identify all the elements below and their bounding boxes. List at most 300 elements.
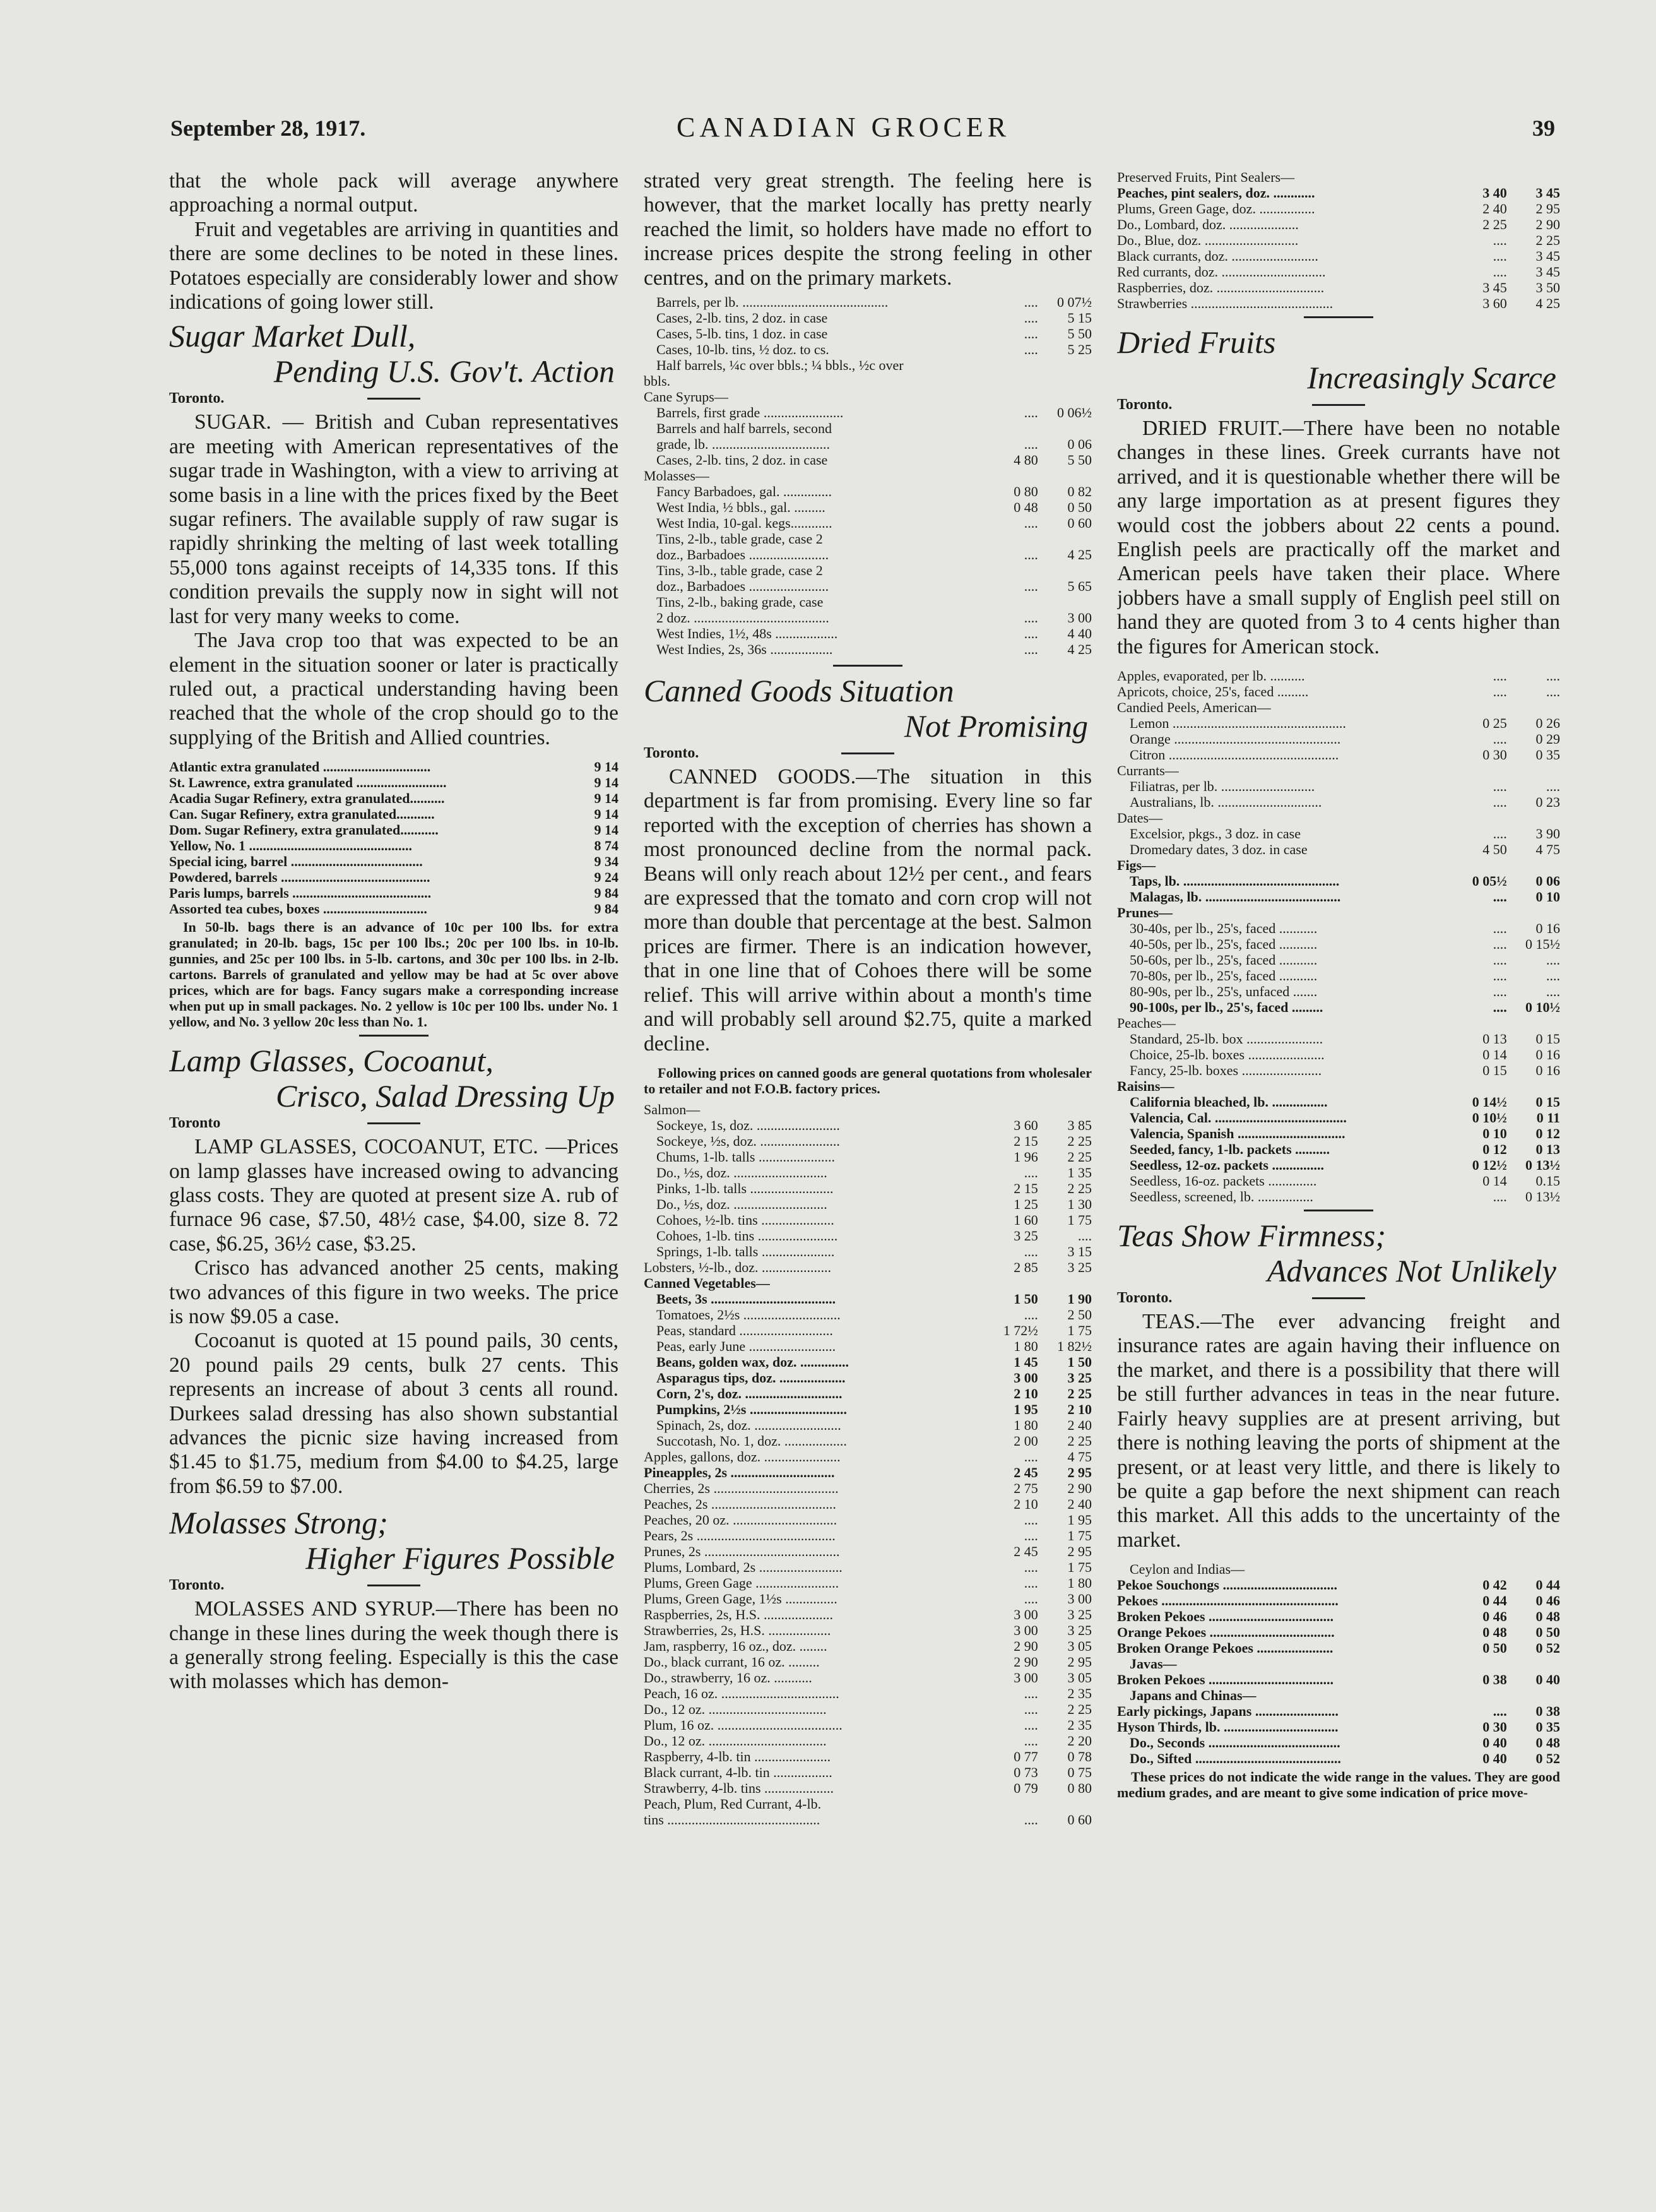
price-row bbox=[1117, 999, 1560, 1015]
price-low bbox=[1454, 1687, 1507, 1703]
price-row bbox=[1117, 826, 1560, 841]
price-row bbox=[1117, 295, 1560, 311]
price-item: Cherries, 2s .................................... bbox=[644, 1480, 839, 1496]
price-high: 0 12 bbox=[1535, 1126, 1560, 1142]
price-row bbox=[644, 326, 1092, 342]
headline-line: Dried Fruits bbox=[1117, 324, 1276, 360]
price-low: 0 14 bbox=[1482, 1047, 1507, 1063]
price-high: .... bbox=[1078, 1227, 1092, 1244]
price-item: Plums, Green Gage, doz. ................ bbox=[1117, 201, 1315, 217]
price-high: 3 85 bbox=[1067, 1117, 1092, 1133]
price-high: 5 25 bbox=[1067, 342, 1092, 358]
price-item: Apples, evaporated, per lb. .......... bbox=[1117, 668, 1305, 684]
price-item: Strawberries, 2s, H.S. .................. bbox=[644, 1622, 831, 1638]
price-low bbox=[1454, 1561, 1507, 1577]
price-high: 0 44 bbox=[1535, 1577, 1560, 1593]
price-high: 4 75 bbox=[1067, 1448, 1092, 1465]
article-paragraph: Cocoanut is quoted at 15 pound pails, 30 cents, 20 pound pails 29 cents, bulk 27 cents. This represents an increase of about 3 cents all round. Durkees salad dressing has also shown substantial advances the picnic size having increased from $1.45 to $1.75, medium from $4.00 to $4.25, large from $6.59 to $7.00. bbox=[169, 1329, 618, 1498]
price-low: 0 10½ bbox=[1472, 1110, 1507, 1126]
price-high: 0 38 bbox=[1535, 1703, 1560, 1720]
price-high bbox=[1038, 594, 1092, 610]
price-low: 0 79 bbox=[1014, 1780, 1038, 1796]
price-item: Jam, raspberry, 16 oz., doz. ........ bbox=[644, 1638, 827, 1654]
headline-line: Crisco, Salad Dressing Up bbox=[275, 1078, 615, 1114]
price-row bbox=[644, 310, 1092, 326]
price-low: .... bbox=[1024, 1811, 1038, 1828]
dateline-text: Toronto. bbox=[1117, 396, 1173, 413]
price-low bbox=[985, 594, 1038, 610]
price-row bbox=[1117, 1593, 1560, 1608]
price-row bbox=[644, 1259, 1092, 1275]
price-row bbox=[1117, 1735, 1560, 1751]
price-low: 3 45 bbox=[1482, 280, 1507, 295]
price-item: Lobsters, ½-lb., doz. .................... bbox=[644, 1259, 831, 1275]
price-row bbox=[644, 1165, 1092, 1180]
page-number: 39 bbox=[1532, 116, 1555, 141]
price-item: Australians, lb. .............................. bbox=[1130, 794, 1322, 811]
price-high: 5 50 bbox=[1067, 326, 1092, 342]
price-high: 1 75 bbox=[1067, 1322, 1092, 1338]
price-low: 0 14 bbox=[1482, 1173, 1507, 1189]
price-item: Do., 12 oz. .................................. bbox=[644, 1701, 827, 1717]
price-high: 1 82½ bbox=[1057, 1338, 1092, 1354]
price-high: 1 90 bbox=[1067, 1290, 1092, 1307]
price-row bbox=[1117, 1141, 1560, 1157]
price-high: 0 60 bbox=[1067, 1811, 1092, 1828]
price-high: 9 14 bbox=[594, 790, 618, 807]
divider bbox=[1312, 404, 1365, 406]
price-item: Do., Seconds ...................................... bbox=[1130, 1735, 1340, 1751]
price-low: 2 75 bbox=[1014, 1480, 1038, 1496]
price-item: Choice, 25-lb. boxes ...................... bbox=[1130, 1047, 1325, 1063]
price-item: tins ............................................ bbox=[644, 1811, 820, 1828]
price-item: Standard, 25-lb. box ...................... bbox=[1130, 1031, 1323, 1047]
price-high: 1 50 bbox=[1067, 1353, 1092, 1370]
price-low: 2 40 bbox=[1482, 201, 1507, 217]
price-item: Cohoes, ½-lb. tins ..................... bbox=[656, 1211, 834, 1228]
price-high: 9 84 bbox=[594, 885, 618, 901]
price-row bbox=[644, 1180, 1092, 1196]
price-low bbox=[1454, 1015, 1507, 1031]
price-high bbox=[1038, 531, 1092, 547]
price-high: 0 48 bbox=[1535, 1735, 1560, 1751]
price-item: Raspberry, 4-lb. tin ...................... bbox=[644, 1748, 831, 1764]
price-row bbox=[1117, 1561, 1560, 1577]
price-row bbox=[1117, 1719, 1560, 1735]
price-row bbox=[1117, 778, 1560, 794]
price-row bbox=[1117, 1094, 1560, 1110]
price-item: Corn, 2's, doz. ............................ bbox=[656, 1385, 843, 1401]
price-high bbox=[1507, 763, 1560, 778]
article-paragraph: The Java crop too that was expected to be an element in the situation sooner or later is practically ruled out, a practical understanding having been reached that the whole of the crop should go to the supplying of the British and Allied countries. bbox=[169, 629, 618, 749]
price-item: Do., Blue, doz. ........................... bbox=[1117, 232, 1299, 248]
price-row bbox=[644, 1686, 1092, 1701]
article-paragraph: strated very great strength. The feeling here is however, that the market locally has pretty nearly reached the limit, so holders have made no effort to increase prices despite the strong feeling in other centres, and on the primary markets. bbox=[644, 169, 1092, 290]
price-low: .... bbox=[1493, 794, 1507, 811]
divider bbox=[833, 665, 902, 667]
price-item: Fancy Barbadoes, gal. .............. bbox=[656, 484, 832, 500]
price-high: 0 29 bbox=[1535, 731, 1560, 747]
price-item: Cane Syrups— bbox=[644, 389, 728, 405]
price-high bbox=[1507, 169, 1560, 185]
price-row bbox=[1117, 169, 1560, 185]
price-high: 2 25 bbox=[1067, 1133, 1092, 1149]
price-item: Can. Sugar Refinery, extra granulated........... bbox=[169, 806, 435, 823]
price-row bbox=[1117, 810, 1560, 826]
price-high: 2 35 bbox=[1067, 1685, 1092, 1701]
price-item: Early pickings, Japans ........................ bbox=[1117, 1703, 1339, 1720]
price-item: Spinach, 2s, doz. ......................... bbox=[656, 1417, 841, 1433]
price-low bbox=[1454, 1078, 1507, 1094]
price-list bbox=[1117, 1561, 1560, 1766]
price-item: Peach, 16 oz. .................................. bbox=[644, 1685, 839, 1701]
price-high bbox=[1038, 562, 1092, 578]
price-item: Broken Pekoes .................................... bbox=[1117, 1672, 1334, 1688]
price-item: Lemon .................................................. bbox=[1130, 715, 1346, 732]
price-row bbox=[644, 1717, 1092, 1733]
price-row bbox=[1117, 1062, 1560, 1078]
price-row bbox=[644, 1212, 1092, 1228]
price-low: .... bbox=[1493, 952, 1507, 968]
price-item: Plums, Green Gage, 1½s ............... bbox=[644, 1590, 837, 1607]
price-low bbox=[511, 822, 564, 838]
divider bbox=[1304, 316, 1373, 318]
price-low: .... bbox=[1493, 668, 1507, 684]
price-high bbox=[1038, 1796, 1092, 1812]
price-item: 40-50s, per lb., 25's, faced ........... bbox=[1130, 936, 1318, 953]
price-low: .... bbox=[1493, 731, 1507, 747]
price-low bbox=[985, 1102, 1038, 1117]
price-row bbox=[169, 853, 618, 869]
price-row bbox=[644, 1780, 1092, 1796]
price-high: 0 50 bbox=[1535, 1624, 1560, 1641]
price-high: 4 40 bbox=[1067, 626, 1092, 642]
headline-line: Molasses Strong; bbox=[169, 1505, 388, 1541]
price-low: 0 15 bbox=[1482, 1062, 1507, 1079]
price-high: 0 26 bbox=[1535, 715, 1560, 732]
price-low: .... bbox=[1024, 1732, 1038, 1749]
price-high bbox=[1038, 357, 1092, 373]
price-row bbox=[644, 1764, 1092, 1780]
price-high bbox=[1038, 420, 1092, 436]
publication-title: CANADIAN GROCER bbox=[677, 112, 1011, 143]
price-high: 5 50 bbox=[1067, 452, 1092, 468]
price-low bbox=[985, 1275, 1038, 1291]
price-item: Japans and Chinas— bbox=[1130, 1687, 1257, 1704]
price-row bbox=[1117, 952, 1560, 968]
price-item: Broken Pekoes .................................... bbox=[1117, 1608, 1334, 1625]
price-low: .... bbox=[1493, 984, 1507, 1000]
price-item: Peaches, pint sealers, doz. ............ bbox=[1117, 185, 1315, 201]
price-low: .... bbox=[1493, 1189, 1507, 1205]
price-low: 1 60 bbox=[1014, 1211, 1038, 1228]
issue-date: September 28, 1917. bbox=[170, 116, 366, 141]
price-row bbox=[644, 1638, 1092, 1654]
price-high: 0 50 bbox=[1067, 499, 1092, 516]
price-item: Tins, 2-lb., baking grade, case bbox=[656, 594, 824, 610]
price-high bbox=[1507, 1078, 1560, 1094]
price-item: Plum, 16 oz. .................................... bbox=[644, 1716, 843, 1733]
price-item: Succotash, No. 1, doz. .................. bbox=[656, 1432, 847, 1449]
price-low: 0 46 bbox=[1482, 1608, 1507, 1625]
price-row bbox=[1117, 264, 1560, 280]
price-item: Black currant, 4-lb. tin ................. bbox=[644, 1764, 832, 1780]
price-row bbox=[644, 1370, 1092, 1386]
price-row bbox=[1117, 905, 1560, 920]
price-low: .... bbox=[1024, 1559, 1038, 1575]
price-list bbox=[1117, 668, 1560, 1204]
price-item: Plums, Green Gage ........................ bbox=[644, 1574, 839, 1591]
price-low bbox=[511, 869, 564, 885]
price-high: 3 45 bbox=[1535, 248, 1560, 264]
price-row bbox=[1117, 1656, 1560, 1672]
price-row bbox=[644, 1323, 1092, 1338]
price-row bbox=[169, 869, 618, 885]
price-high bbox=[1507, 699, 1560, 715]
price-item: Currants— bbox=[1117, 763, 1179, 779]
price-item: Acadia Sugar Refinery, extra granulated.......... bbox=[169, 790, 445, 807]
price-high bbox=[1507, 857, 1560, 873]
price-high bbox=[1507, 1561, 1560, 1577]
price-high: 1 75 bbox=[1067, 1527, 1092, 1543]
price-low bbox=[511, 775, 564, 790]
price-high: 0 10 bbox=[1535, 889, 1560, 905]
price-row bbox=[644, 1307, 1092, 1323]
price-item: Valencia, Spanish ............................... bbox=[1130, 1126, 1346, 1142]
price-low: .... bbox=[1024, 1685, 1038, 1701]
price-row bbox=[1117, 699, 1560, 715]
price-low: .... bbox=[1024, 1590, 1038, 1607]
price-high: 9 24 bbox=[594, 869, 618, 886]
price-low: .... bbox=[1493, 968, 1507, 984]
price-item: Peaches, 2s .................................... bbox=[644, 1495, 836, 1512]
price-high: 2 90 bbox=[1535, 217, 1560, 232]
column-3 bbox=[1117, 169, 1560, 2177]
canned-note: Following prices on canned goods are general quotations from wholesaler to retailer and not F.O.B. factory prices. bbox=[644, 1064, 1092, 1097]
price-low: .... bbox=[1024, 641, 1038, 658]
dateline bbox=[169, 389, 618, 408]
price-row bbox=[1117, 920, 1560, 936]
price-row bbox=[644, 1591, 1092, 1607]
article-paragraph: DRIED FRUIT.—There have been no notable changes in these lines. Greek currants have not arrived, and it is questionable whether there will be any large importation as at present figures they would cost the jobbers about 22 cents a pound. English peels are practically off the market and American peels have taken their place. Where jobbers have a small supply of English peel still on hand they are quoted from 3 to 4 cents higher than the figures for American stock. bbox=[1117, 417, 1560, 658]
price-high: 3 00 bbox=[1067, 1590, 1092, 1607]
price-low bbox=[985, 468, 1038, 484]
price-item: Sockeye, ½s, doz. ....................... bbox=[656, 1133, 840, 1149]
price-item: 70-80s, per lb., 25's, faced ........... bbox=[1130, 968, 1318, 984]
price-item: Do., black currant, 16 oz. ......... bbox=[644, 1653, 820, 1670]
price-item: California bleached, lb. ................ bbox=[1130, 1094, 1328, 1110]
price-item: Peas, standard ........................... bbox=[656, 1322, 833, 1338]
price-row bbox=[644, 626, 1092, 641]
molasses-headline bbox=[169, 1505, 618, 1576]
price-low: .... bbox=[1024, 436, 1038, 453]
price-low: 2 15 bbox=[1014, 1133, 1038, 1149]
price-item: Dates— bbox=[1117, 810, 1163, 826]
price-low: .... bbox=[1024, 547, 1038, 563]
price-low: 3 40 bbox=[1482, 185, 1507, 201]
price-row bbox=[644, 1496, 1092, 1512]
dateline bbox=[1117, 1288, 1560, 1307]
price-list bbox=[644, 294, 1092, 657]
price-low: .... bbox=[1024, 610, 1038, 626]
price-low bbox=[985, 420, 1038, 436]
price-high: 2 25 bbox=[1067, 1180, 1092, 1196]
price-low bbox=[511, 759, 564, 775]
price-row bbox=[644, 1701, 1092, 1717]
price-row bbox=[1117, 731, 1560, 747]
price-high: 2 25 bbox=[1067, 1385, 1092, 1401]
price-row bbox=[169, 901, 618, 917]
price-row bbox=[169, 775, 618, 790]
price-low bbox=[985, 357, 1038, 373]
price-low: 2 00 bbox=[1014, 1432, 1038, 1449]
price-high: 0 46 bbox=[1535, 1593, 1560, 1609]
price-low bbox=[511, 901, 564, 917]
price-high: 1 30 bbox=[1067, 1196, 1092, 1212]
price-low bbox=[985, 373, 1038, 389]
price-low: 0 50 bbox=[1482, 1640, 1507, 1656]
price-low: 2 45 bbox=[1014, 1543, 1038, 1559]
price-item: grade, lb. .................................. bbox=[656, 436, 830, 453]
price-item: Sockeye, 1s, doz. ........................ bbox=[656, 1117, 840, 1133]
price-high: .... bbox=[1546, 952, 1560, 968]
price-high: 3 00 bbox=[1067, 610, 1092, 626]
price-high: 3 50 bbox=[1535, 280, 1560, 295]
price-row bbox=[644, 373, 1092, 389]
price-low: 0 73 bbox=[1014, 1764, 1038, 1780]
price-low: 0 12½ bbox=[1472, 1157, 1507, 1174]
price-low bbox=[985, 531, 1038, 547]
price-low: .... bbox=[1493, 264, 1507, 280]
price-low: 0 77 bbox=[1014, 1748, 1038, 1764]
price-high: 0 13½ bbox=[1525, 1189, 1560, 1205]
price-high bbox=[1038, 1102, 1092, 1117]
price-high: 0 15 bbox=[1535, 1031, 1560, 1047]
price-item: Pinks, 1-lb. talls ........................ bbox=[656, 1180, 834, 1196]
price-row bbox=[644, 610, 1092, 626]
price-high: 2 10 bbox=[1067, 1401, 1092, 1417]
price-item: Tins, 2-lb., table grade, case 2 bbox=[656, 531, 823, 547]
price-low: 3 25 bbox=[1014, 1227, 1038, 1244]
price-low bbox=[985, 562, 1038, 578]
price-item: 80-90s, per lb., 25's, unfaced ....... bbox=[1130, 984, 1318, 1000]
price-item: Do., ½s, doz. ........................... bbox=[656, 1164, 827, 1180]
price-list bbox=[169, 759, 618, 917]
price-low: 2 45 bbox=[1014, 1464, 1038, 1480]
price-item: St. Lawrence, extra granulated .......................... bbox=[169, 775, 447, 791]
price-low bbox=[1454, 763, 1507, 778]
price-item: Dom. Sugar Refinery, extra granulated........... bbox=[169, 822, 439, 838]
divider bbox=[367, 1122, 420, 1124]
price-low bbox=[1454, 699, 1507, 715]
price-row bbox=[644, 1338, 1092, 1354]
price-high: 0 06 bbox=[1535, 873, 1560, 889]
price-row bbox=[644, 1480, 1092, 1496]
price-high bbox=[1507, 1687, 1560, 1703]
price-item: Seeded, fancy, 1-lb. packets .......... bbox=[1130, 1141, 1330, 1158]
divider bbox=[841, 752, 894, 754]
price-row bbox=[1117, 763, 1560, 778]
price-row bbox=[1117, 232, 1560, 248]
price-low: .... bbox=[1024, 1448, 1038, 1465]
price-low: .... bbox=[1024, 1511, 1038, 1528]
price-low: .... bbox=[1493, 1703, 1507, 1720]
price-high: 1 35 bbox=[1067, 1164, 1092, 1180]
price-low: .... bbox=[1024, 1306, 1038, 1323]
price-low: 0 42 bbox=[1482, 1577, 1507, 1593]
price-item: Do., 12 oz. .................................. bbox=[644, 1732, 827, 1749]
price-high: 2 90 bbox=[1067, 1480, 1092, 1496]
price-high: 0 52 bbox=[1535, 1640, 1560, 1656]
price-low: 0 30 bbox=[1482, 747, 1507, 763]
price-row bbox=[1117, 889, 1560, 905]
price-high: 9 14 bbox=[594, 759, 618, 775]
price-low: 3 00 bbox=[1014, 1669, 1038, 1686]
price-low: .... bbox=[1024, 326, 1038, 342]
price-row bbox=[1117, 280, 1560, 295]
price-row bbox=[1117, 968, 1560, 984]
price-item: Fancy, 25-lb. boxes ....................... bbox=[1130, 1062, 1322, 1079]
price-row bbox=[1117, 1672, 1560, 1687]
price-low: .... bbox=[1493, 232, 1507, 248]
price-item: Filiatras, per lb. ........................... bbox=[1130, 778, 1315, 795]
price-item: Black currants, doz. ......................... bbox=[1117, 248, 1318, 264]
price-row bbox=[644, 1401, 1092, 1417]
price-low: 4 80 bbox=[1014, 452, 1038, 468]
price-item: Half barrels, ¼c over bbls.; ¼ bbls., ½c over bbox=[656, 357, 904, 374]
headline-line: Lamp Glasses, Cocoanut, bbox=[169, 1043, 494, 1079]
price-row bbox=[1117, 1189, 1560, 1204]
price-row bbox=[644, 1543, 1092, 1559]
price-high: .... bbox=[1546, 684, 1560, 700]
price-item: Ceylon and Indias— bbox=[1130, 1561, 1245, 1578]
price-item: Salmon— bbox=[644, 1101, 701, 1117]
price-low bbox=[511, 790, 564, 806]
price-low: 0 25 bbox=[1482, 715, 1507, 732]
price-item: Seedless, 16-oz. packets .............. bbox=[1130, 1173, 1317, 1189]
price-row bbox=[644, 1796, 1092, 1812]
price-high: 0 35 bbox=[1535, 747, 1560, 763]
headline-line: Increasingly Scarce bbox=[1307, 360, 1556, 395]
price-low: 0 05½ bbox=[1472, 873, 1507, 889]
price-row bbox=[644, 1417, 1092, 1433]
column-1 bbox=[169, 169, 618, 2177]
price-item: Javas— bbox=[1130, 1656, 1177, 1672]
price-low bbox=[1454, 1656, 1507, 1672]
price-list bbox=[644, 1102, 1092, 1828]
price-row bbox=[644, 1622, 1092, 1638]
price-low: 0 48 bbox=[1014, 499, 1038, 516]
price-row bbox=[1117, 1751, 1560, 1766]
dateline bbox=[169, 1114, 618, 1133]
price-row bbox=[1117, 1577, 1560, 1593]
price-low: 1 45 bbox=[1014, 1353, 1038, 1370]
price-high: 3 05 bbox=[1067, 1638, 1092, 1654]
price-high: 0 78 bbox=[1067, 1748, 1092, 1764]
dateline bbox=[644, 744, 1092, 763]
price-high: 9 14 bbox=[594, 806, 618, 823]
price-high bbox=[1038, 1275, 1092, 1291]
price-low: .... bbox=[1024, 310, 1038, 326]
price-item: Citron ................................................. bbox=[1130, 747, 1339, 763]
price-low: 1 25 bbox=[1014, 1196, 1038, 1212]
price-item: Asparagus tips, doz. ................... bbox=[656, 1369, 846, 1386]
price-high: 3 05 bbox=[1067, 1669, 1092, 1686]
price-item: Springs, 1-lb. talls ..................... bbox=[656, 1243, 835, 1259]
price-low: .... bbox=[1024, 578, 1038, 595]
price-high: 0 16 bbox=[1535, 1047, 1560, 1063]
divider bbox=[359, 1035, 429, 1037]
